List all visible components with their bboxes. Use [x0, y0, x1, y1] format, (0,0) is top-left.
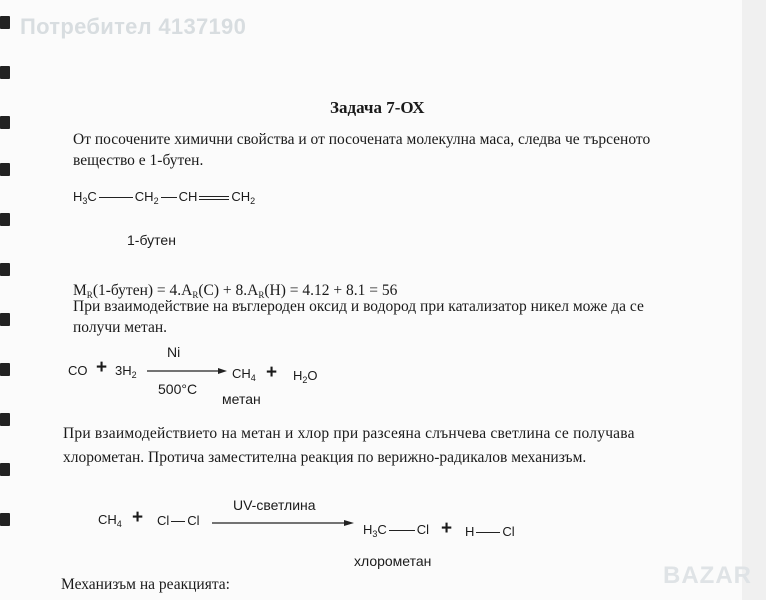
- reactant-h2: [115, 363, 137, 378]
- subscript: 2: [131, 370, 137, 380]
- product-ch4: [232, 366, 256, 381]
- subscript: 4: [250, 373, 256, 383]
- ch4-text: CH: [232, 366, 251, 381]
- butene-formula: [73, 189, 255, 204]
- temperature-label: 500°C: [158, 381, 198, 397]
- atom-h: H: [73, 189, 83, 204]
- c-text: C: [377, 522, 387, 537]
- subscript: 2: [302, 375, 308, 385]
- subscript: R: [86, 290, 93, 300]
- subscript: 3: [82, 196, 88, 206]
- single-bond: [161, 197, 177, 198]
- subscript: 2: [153, 196, 159, 206]
- single-bond: [476, 532, 500, 533]
- reactant-cl2: [157, 513, 200, 528]
- plus-sign: +: [266, 362, 278, 383]
- subscript: R: [192, 290, 199, 300]
- cl-text: Cl: [416, 522, 430, 537]
- single-bond: [171, 521, 185, 522]
- mr-symbol: M: [73, 282, 87, 299]
- group-ch: CH: [178, 189, 198, 204]
- reactant-co: CO: [68, 363, 88, 378]
- h-text: H: [293, 368, 303, 383]
- paragraph-2-line-2: получи метан.: [73, 319, 167, 336]
- cl-text: Cl: [157, 513, 170, 528]
- binding-hole: [0, 363, 10, 376]
- product-chloromethane: [363, 522, 429, 537]
- plus-sign: +: [441, 518, 453, 539]
- subscript: 3: [372, 529, 378, 539]
- bazar-logo: BAZAR: [663, 562, 752, 589]
- mr-text: (1-бутен) = 4.A: [92, 282, 193, 299]
- binding-strip: [0, 0, 14, 600]
- single-bond: [99, 197, 133, 198]
- binding-hole: [0, 66, 10, 79]
- group-ch2-end: CH: [231, 189, 251, 204]
- binding-hole: [0, 513, 10, 526]
- paragraph-3-line-2: хлорометан. Протича заместителна реакция по верижно-радикалов механизъм.: [63, 449, 587, 466]
- binding-hole: [0, 413, 10, 426]
- cl-text: Cl: [187, 513, 200, 528]
- plus-sign: +: [132, 507, 144, 528]
- h-text: H: [465, 524, 475, 539]
- double-bond: [199, 196, 229, 200]
- paragraph-2-line-1: При взаимодействие на въглероден оксид и водород при катализатор никел може да се: [73, 298, 644, 315]
- uv-condition-label: UV-светлина: [233, 497, 316, 513]
- binding-hole: [0, 313, 10, 326]
- binding-hole: [0, 116, 10, 129]
- reaction-arrow: [147, 366, 227, 376]
- atom-c: C: [87, 189, 97, 204]
- plus-sign: +: [96, 357, 108, 378]
- cl-text: Cl: [502, 524, 515, 539]
- product-hcl: [465, 524, 515, 539]
- group-ch2: CH: [134, 189, 154, 204]
- o-text: O: [307, 368, 318, 383]
- binding-hole: [0, 463, 10, 476]
- chloromethane-label: хлорометан: [354, 553, 432, 569]
- reactant-ch4: [98, 512, 122, 527]
- mr-text: (C) + 8.A: [198, 282, 259, 299]
- h-text: H: [363, 522, 373, 537]
- paragraph-3-line-1: При взаимодействието на метан и хлор при разсеяна слънчева светлина се получава: [63, 425, 635, 442]
- methane-label: метан: [222, 391, 261, 407]
- mr-text: (H) = 4.12 + 8.1 = 56: [264, 282, 398, 299]
- butene-label: 1-бутен: [127, 232, 176, 248]
- binding-hole: [0, 163, 10, 176]
- product-h2o: [293, 368, 318, 383]
- paragraph-1-line-1: От посочените химични свойства и от посочената молекулна маса, следва че търсеното: [73, 131, 651, 148]
- catalyst-label: Ni: [167, 344, 181, 360]
- subscript: 2: [250, 196, 256, 206]
- single-bond: [389, 530, 415, 531]
- paragraph-1-line-2: вещество е 1-бутен.: [73, 152, 204, 169]
- h2-text: 3H: [115, 363, 132, 378]
- page-edge: [742, 0, 766, 600]
- task-title: Задача 7-ОХ: [330, 98, 425, 117]
- mechanism-heading: Механизъм на реакцията:: [61, 576, 230, 593]
- binding-hole: [0, 16, 10, 29]
- subscript: R: [258, 290, 265, 300]
- binding-hole: [0, 213, 10, 226]
- user-watermark: Потребител 4137190: [20, 14, 247, 39]
- reaction-arrow: [212, 518, 354, 528]
- subscript: 4: [116, 519, 122, 529]
- binding-hole: [0, 263, 10, 276]
- ch4-text: CH: [98, 512, 117, 527]
